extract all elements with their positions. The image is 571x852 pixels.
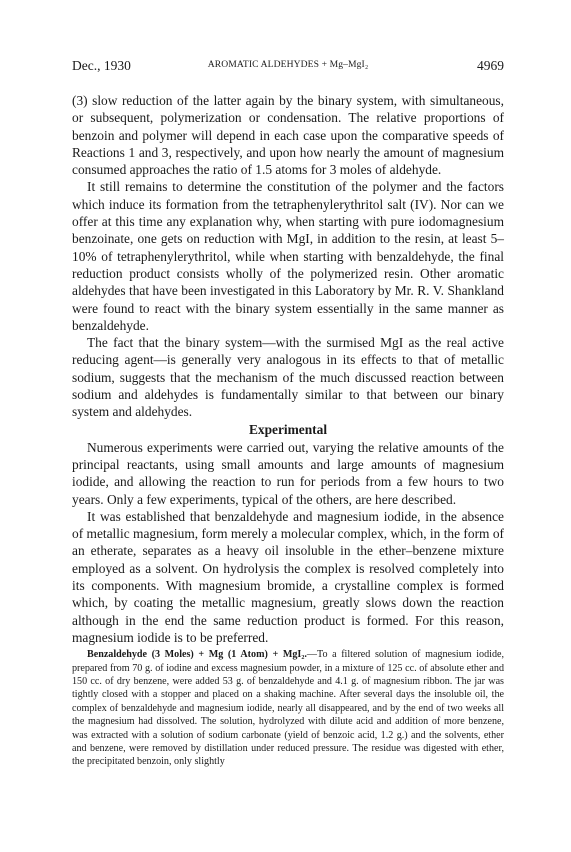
- header-date: Dec., 1930: [72, 58, 131, 73]
- article-body: [72, 92, 504, 646]
- experiment-text: —To a filtered solution of magnesium iodide, prepared from 70 g. of iodine and excess magnesium powder, in a mixture of 125 cc. of absolute ether and 150 cc. of dry benzene, were added 53 g. of benzaldehyde and 4.1 g. of magnesium ribbon. The jar was tightly closed with a stopper and placed on a shaking machine. After several days the insoluble oil, the complex of benzaldehyde and magnesium iodide, nearly all disappeared, and by the end of two weeks all the magnesium had dissolved. The solution, hydrolyzed with dilute acid and addition of more benzene, was extracted with a solution of sodium carbonate (yield of benzoic acid, 1.2 g.) and the solvents, ether and benzene, were removed by distillation under reduced pressure. The residue was digested with ether, the precipitated benzoin, only slightly: [72, 649, 504, 768]
- section-heading-experimental: Experimental: [248, 421, 328, 437]
- experiment-description: [72, 648, 504, 769]
- paragraph: It still remains to determine the constitution of the polymer and the factors which induce its formation from the tetraphenylerythritol salt (IV). Nor can we offer at this time any explanation why, when starting with pure iodomagnesium benzoinate, one gets on reduction with MgI, in addition to the resin, at least 5–10% of tetraphenylerythritol, while when starting with benzaldehyde, the final reduction product consists wholly of the polymerized resin. Other aromatic aldehydes that have been investigated in this Laboratory by Mr. R. V. Shankland were found to react with the binary system essentially in the same manner as benzaldehyde.: [72, 179, 504, 333]
- experiment-run-head: Benzaldehyde (3 Moles) + Mg (1 Atom) + MgI₂.: [87, 649, 307, 661]
- header-running-title: AROMATIC ALDEHYDES + Mg–MgI₂: [207, 59, 369, 70]
- experiment-paragraph: [72, 648, 504, 769]
- paragraph: The fact that the binary system—with the surmised MgI as the real active reducing agent—is generally very analogous in its effects to that of metallic sodium, suggests that the mechanism of the much discussed reaction between sodium and aldehydes is fundamentally similar to that between our binary system and aldehydes.: [72, 335, 504, 420]
- paragraph: Numerous experiments were carried out, varying the relative amounts of the principal reactants, using small amounts and large amounts of magnesium iodide, and allowing the reaction to run for periods from a few hours to two years. Only a few experiments, typical of the others, are here described.: [72, 439, 504, 507]
- page-header: [72, 58, 504, 76]
- header-page-number: 4969: [477, 58, 504, 73]
- journal-page: [72, 58, 504, 769]
- paragraph: It was established that benzaldehyde and magnesium iodide, in the absence of metallic magnesium, form merely a molecular complex, which, in the form of an etherate, separates as a heavy oil insoluble in the ether–benzene mixture employed as a solvent. On hydrolysis the complex is resolved completely into its components. With magnesium bromide, a crystalline complex is formed which, by coating the metallic magnesium, greatly slows down the reaction although in the end the same reduction product is formed. For this reason, magnesium iodide is to be preferred.: [72, 508, 504, 645]
- paragraph: (3) slow reduction of the latter again by the binary system, with simultaneous, or subsequent, polymerization or condensation. The relative proportions of benzoin and polymer will depend in each case upon the comparative speeds of Reactions 1 and 3, respectively, and upon how nearly the amount of magnesium consumed approaches the ratio of 1.5 atoms for 3 moles of aldehyde.: [72, 93, 504, 178]
